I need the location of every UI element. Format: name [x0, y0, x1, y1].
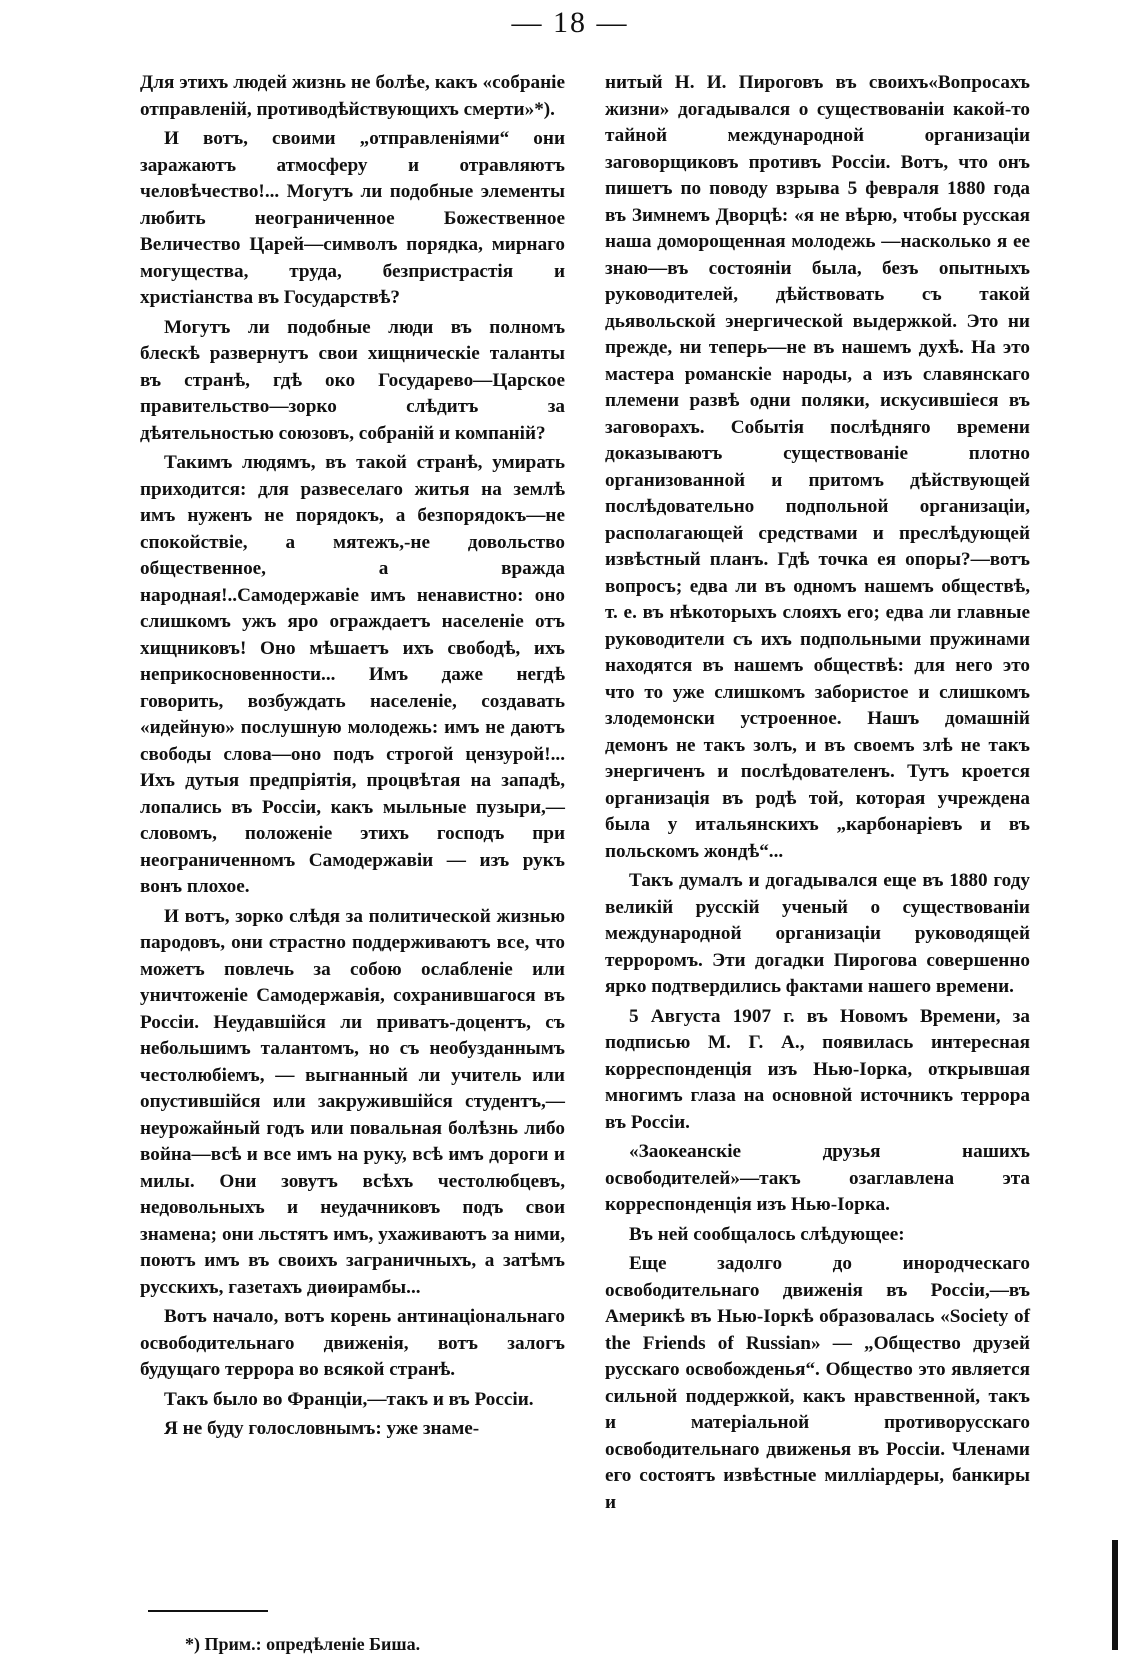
paragraph: И вотъ, зорко слѣдя за политической жизнью пародовъ, они страстно поддерживаютъ все, что можетъ повлечь за собою ослабленіе или уничтоженіе Самодержавія, сохранившагося въ Россіи. Неудавшійся ли приватъ-доцентъ, съ небольшимъ талантомъ, но съ необузданнымъ честолюбіемъ, — выгнанный ли учитель или опустившійся или закружившійся студентъ,—неурожайный годъ или повальная болѣзнь либо война—всѣ и все имъ на руку, всѣ имъ дороги и милы. Они зовутъ всѣхъ честолюбцевъ, недовольныхъ и неудачниковъ подъ свои знамена; они льстятъ имъ, ухаживаютъ за ними, поютъ имъ въ своихъ заграничныхъ, а затѣмъ русскихъ, газетахъ диѳирамбы... [140, 905, 565, 1298]
footnote-divider [148, 1610, 268, 1612]
paragraph: И вотъ, своими „отправленіями“ они заражаютъ атмосферу и отравляютъ человѣчество!... Могутъ ли подобные элементы любить неограниченное Божественное Величество Царей—символъ порядка, мирнаго могущества, труда, безпристрастія и христіанства въ Государствѣ? [140, 128, 565, 308]
paragraph: Такимъ людямъ, въ такой странѣ, умирать приходится: для развеселаго житья на землѣ имъ нуженъ не порядокъ, а безпорядокъ—не спокойствіе, а мятежъ,-не довольство общественное, а вражда народная!..Самодержавіе имъ ненавистно: оно слишкомъ ужъ яро ограждаетъ населеніе отъ хищниковъ! Оно мѣшаетъ ихъ свободѣ, ихъ неприкосновенности... Имъ даже негдѣ говорить, возбуждать населеніе, создавать «идейную» послушную молодежь: имъ не даютъ свободы слова—оно подъ строгой цензурой!... Ихъ дутыя предпріятія, процвѣтая на западѣ, лопались въ Россіи, какъ мыльные пузыри,—словомъ, положеніе этихъ господъ при неограниченномъ Самодержавіи — изъ рукъ вонъ плохое. [140, 452, 565, 897]
paragraph: нитый Н. И. Пироговъ въ своихъ«Вопросахъ жизни» догадывался о существованіи какой-то тайной международной организаціи заговорщиковъ противъ Россіи. Вотъ, что онъ пишетъ по поводу взрыва 5 февраля 1880 года въ Зимнемъ Дворцѣ: «я не вѣрю, чтобы русская наша доморощенная молодежь —насколько я ее знаю—въ состояніи была, безъ опытныхъ руководителей, дѣйствовать съ такой дьявольской энергической выдержкой. Это ни прежде, ни теперь—не въ нашемъ духѣ. На это мастера романскіе народы, а изъ славянскаго племени развѣ одни поляки, искусившіеся въ заговорахъ. Событія послѣдняго времени доказываютъ существованіе плотно организованной и притомъ дѣйствующей послѣдовательно подпольной организаціи, располагающей средствами и преслѣдующей извѣстный планъ. Гдѣ точка ея опоры?—вотъ вопросъ; едва ли въ одномъ нашемъ обществѣ, т. е. въ нѣкоторыхъ слояхъ его; едва ли главные руководители съ ихъ подпольными пружинами находятся въ нашемъ обществѣ: для него это что то уже слишкомъ забористое и слишкомъ злодемонски устроенное. Нашъ домашній демонъ не такъ золъ, и въ своемъ злѣ не такъ энергиченъ и послѣдователенъ. Тутъ кроется организація въ родѣ той, которая учреждена была у итальянскихъ „карбонаріевъ и въ польскомъ жондѣ“... [605, 72, 1030, 862]
paragraph: Вотъ начало, вотъ корень антинаціональнаго освободительнаго движенія, вотъ залогъ будущаго террора во всякой странѣ. [140, 1306, 565, 1380]
paragraph: Могутъ ли подобные люди въ полномъ блескѣ развернутъ свои хищническіе таланты въ странѣ, гдѣ око Государево—Царское правительство—зорко слѣдитъ за дѣятельностью союзовъ, собраній и компаній? [140, 316, 565, 444]
footnote: *) Прим.: опредѣленіе Биша. [185, 1634, 421, 1654]
left-column [140, 70, 565, 1443]
paragraph: «Заокеанскіе друзья нашихъ освободителей»—такъ озаглавлена эта корреспонденція изъ Нью-Іорка. [605, 1141, 1030, 1215]
paragraph: Такъ было во Франціи,—такъ и въ Россіи. [164, 1388, 534, 1410]
paragraph: 5 Августа 1907 г. въ Новомъ Времени, за подписью М. Г. А., появилась интересная корреспонденція изъ Нью-Іорка, открывшая многимъ глаза на основной источникъ террора въ Россіи. [605, 1005, 1030, 1133]
right-column [605, 70, 1030, 1516]
paragraph: Такъ думалъ и догадывался еще въ 1880 году великій русскій ученый о существованіи международной организаціи руководящей терроромъ. Эти догадки Пирогова совершенно ярко подтвердились фактами нашего времени. [605, 870, 1030, 997]
paragraph: Я не буду голословнымъ: уже знаме- [164, 1418, 480, 1439]
paragraph: Въ ней сообщалось слѣдующее: [629, 1223, 905, 1245]
scan-edge-mark [1112, 1540, 1118, 1650]
paragraph: Для этихъ людей жизнь не болѣе, какъ «собраніе отправленій, противодѣйствующихъ смерти»*). [140, 72, 565, 120]
paragraph: Еще задолго до инородческаго освободительнаго движенія въ Россіи,—въ Америкѣ въ Нью-Іоркѣ образовалась «Society of the Friends of Russian» — „Общество друзей русскаго освобожденья“. Общество это является сильной поддержкой, какъ нравственной, такъ и матеріальной противорусскаго освободительнаго движенья въ Россіи. Членами его состоятъ извѣстные милліардеры, банкиры и [605, 1253, 1030, 1513]
page-number: — 18 — [511, 6, 629, 39]
